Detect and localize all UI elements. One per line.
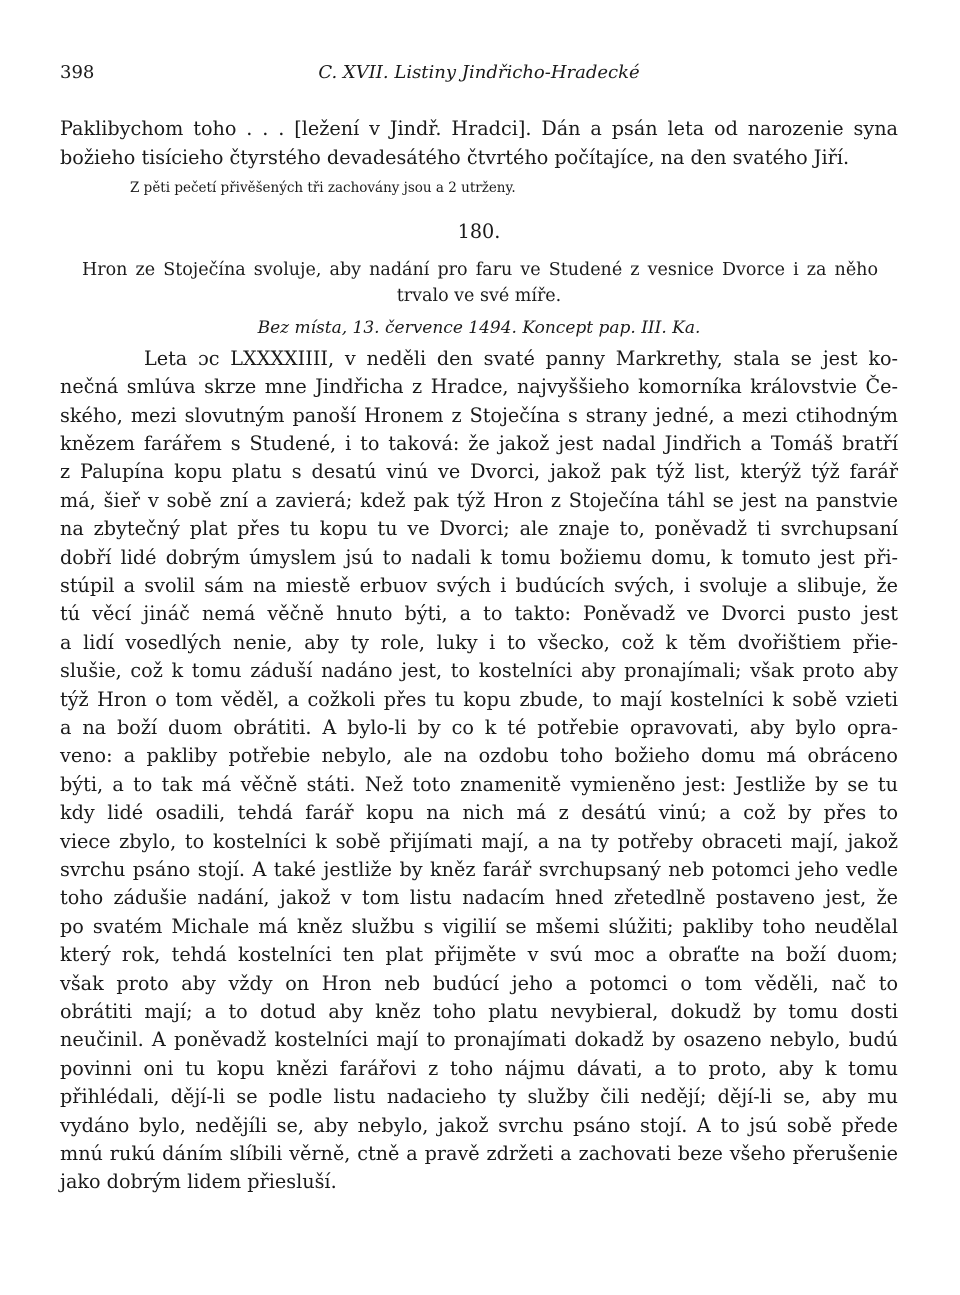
intro-line: Paklibychom toho . . . [ležení v Jindř. Hradci]. Dán a psán leta od narozenie syna bbox=[60, 117, 898, 140]
document-number: 180. bbox=[457, 220, 501, 243]
body-line: po svatém Michale má kněz službu s vigilií se mšemi slúžiti; pakliby toho neudělal bbox=[60, 915, 898, 938]
seal-note: Z pěti pečetí přivěšených tři zachovány jsou a 2 utrženy. bbox=[130, 180, 516, 196]
intro-line: božieho tisícieho čtyrstého devadesátého čtvrtého počítajíce, na den svatého Jiří. bbox=[60, 146, 850, 169]
body-line: toho zádušie nadání, jakož v tom listu nadacím hned zřetedlně postaveno jest, že bbox=[60, 886, 898, 909]
body-line: má, šieř v sobě zní a zavierá; kdež pak týž Hron z Stoječína táhl se jest na panstvie bbox=[60, 489, 898, 512]
body-line: vydáno bylo, nedějíli se, aby nebylo, jakož svrchu psáno stojí. A to jsú sobě přede bbox=[60, 1114, 898, 1137]
page-number: 398 bbox=[60, 62, 95, 83]
body-line: dobří lidé dobrým úmyslem jsú to nadali k tomu božiemu domu, k tomuto jest při- bbox=[60, 546, 898, 569]
page-header bbox=[60, 62, 898, 90]
body-line: neučinil. A poněvadž kostelníci mají to pronajímati dokadž by osazeno nebylo, budú bbox=[60, 1028, 898, 1051]
body-line: veno: a pakliby potřebie nebylo, ale na ozdobu toho božieho domu má obráceno bbox=[60, 744, 898, 767]
body-line: stúpil a svolil sám na miestě erbuov svých i budúcích svých, i svoluje a slibuje, že bbox=[60, 574, 898, 597]
body-line: býti, a to tak má věčně státi. Než toto znamenitě vymieněno jest: Jestliže by se tu bbox=[60, 773, 898, 796]
body-line: na zbytečný plat přes tu kopu tu ve Dvorci; ale znaje to, poněvadž ti svrchupsaní bbox=[60, 517, 898, 540]
body-line: obrátiti mají; a to dotud aby kněz toho platu nevybieral, dokudž by tomu dosti bbox=[60, 1000, 898, 1023]
body-line: jako dobrým lidem přiesluší. bbox=[60, 1170, 337, 1193]
body-line: a lidí vosedlých nenie, aby ty role, luky i to všecko, což k těm dvořištiem přie- bbox=[60, 631, 898, 654]
body-line: přihlédali, dějí-li se podle listu nadacieho ty služby čili nedějí; dějí-li se, aby mu bbox=[60, 1085, 898, 1108]
body-line: mnú rukú dáním slíbili věrně, ctně a pravě zdržeti a zachovati beze všeho přerušenie bbox=[60, 1142, 898, 1165]
body-line: viece zbylo, to kostelníci k sobě přijímati mají, a na ty potřeby obraceti mají, jakož bbox=[60, 830, 898, 853]
running-head: C. XVII. Listiny Jindřicho-Hradecké bbox=[318, 62, 640, 83]
body-line: týž Hron o tom věděl, a cožkoli přes tu kopu zbude, to mají kostelníci k sobě vzieti bbox=[60, 688, 898, 711]
body-line: povinni oni tu kopu knězi farářovi z toho nájmu dávati, a to proto, aby k tomu bbox=[60, 1057, 898, 1080]
body-line: však proto aby vždy on Hron neb budúcí jeho a potomci o tom věděli, nač to bbox=[60, 972, 898, 995]
body-line: Leta ɔc LXXXXIIII, v neděli den svaté panny Markrethy, stala se jest ko- bbox=[144, 347, 898, 370]
body-line: kdy lidé osadili, tehdá farář kopu na nich má z desátú vinú; a což by přes to bbox=[60, 801, 898, 824]
body-line: z Palupína kopu platu s desatú vinú ve Dvorci, jakož pak týž list, kterýž týž farář bbox=[60, 460, 898, 483]
body-line: tú věcí jináč nemá věčně hnuto býti, a to takto: Poněvadž ve Dvorci pusto jest bbox=[60, 602, 898, 625]
summary-line: Hron ze Stoječína svoluje, aby nadání pro faru ve Studené z vesnice Dvorce i za něho bbox=[82, 260, 878, 280]
body-line: který rok, tehdá kostelníci ten plat přijměte v svú moc a obraťte na boží duom; bbox=[60, 943, 898, 966]
body-line: ského, mezi slovutným panoší Hronem z Stoječína s strany jedné, a mezi ctihodným bbox=[60, 404, 898, 427]
source-note: Bez místa, 13. července 1494. Koncept pap. III. Ka. bbox=[257, 318, 701, 338]
body-line: knězem farářem s Studené, i to taková: že jakož jest nadal Jindřich a Tomáš bratří bbox=[60, 432, 898, 455]
summary-line: trvalo ve své míře. bbox=[396, 286, 562, 306]
body-line: svrchu psáno stojí. A také jestliže by kněz farář svrchupsaný neb potomci jeho vedle bbox=[60, 858, 898, 881]
body-line: nečná smlúva skrze mne Jindřicha z Hradce, najvyššieho komorníka královstvie Če- bbox=[60, 375, 898, 398]
body-line: slušie, což k tomu záduší nadáno jest, to kostelníci aby pronajímali; však proto aby bbox=[60, 659, 898, 682]
body-line: a na boží duom obrátiti. A bylo-li by co k té potřebie opravovati, aby bylo opra- bbox=[60, 716, 898, 739]
